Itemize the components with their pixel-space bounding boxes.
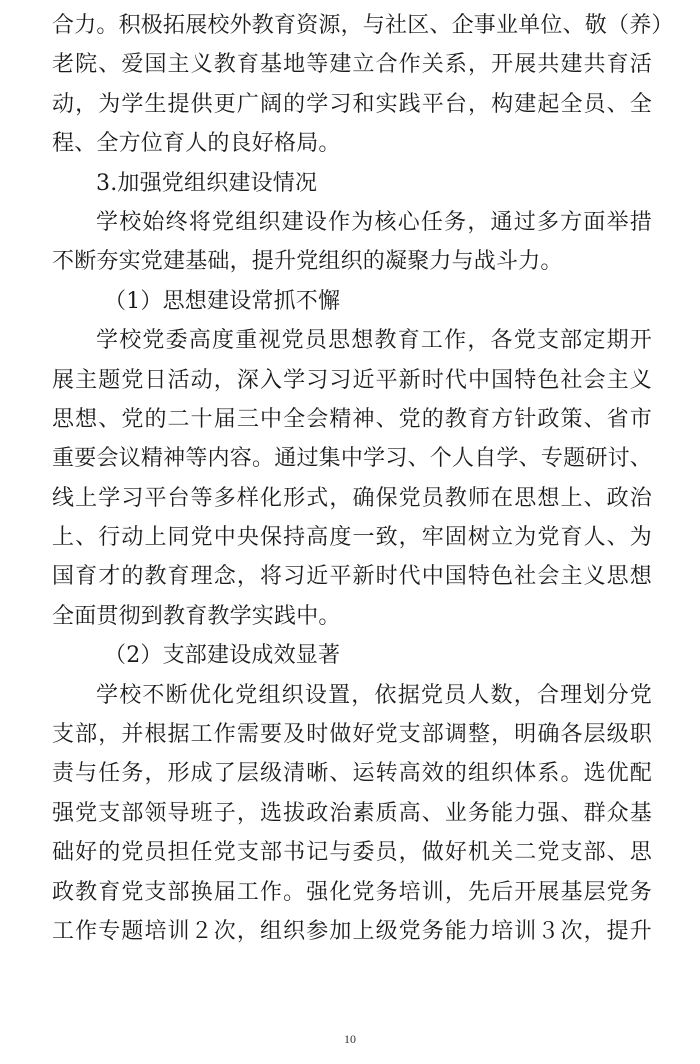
body-text-line: 学校党委高度重视党员思想教育工作，各党支部定期开 [96, 328, 652, 354]
document-page [52, 6, 674, 951]
body-text-line: 思想、党的二十届三中全会精神、党的教育方针政策、省市 [52, 406, 652, 432]
body-text-line: 重要会议精神等内容。通过集中学习、个人自学、专题研讨、 [52, 446, 652, 472]
section-heading: （2）支部建设成效显著 [104, 643, 341, 669]
body-text-line: 老院、爱国主义教育基地等建立合作关系，开展共建共育活 [52, 52, 652, 78]
body-text-line: 国育才的教育理念，将习近平新时代中国特色社会主义思想 [52, 564, 652, 590]
body-text-line: 合力。积极拓展校外教育资源，与社区、企事业单位、敬（养） [52, 13, 674, 38]
body-text-line: 支部，并根据工作需要及时做好党支部调整，明确各层级职 [52, 722, 652, 748]
body-text-line: 学校始终将党组织建设作为核心任务，通过多方面举措 [96, 209, 652, 235]
section-heading: （1）思想建设常抓不懈 [104, 288, 341, 314]
body-text-line: 全面贯彻到教育教学实践中。 [52, 603, 341, 629]
body-text-line: 程、全方位育人的良好格局。 [52, 131, 341, 157]
section-heading: 3.加强党组织建设情况 [96, 170, 318, 196]
body-text-line: 础好的党员担任党支部书记与委员，做好机关二党支部、思 [52, 840, 652, 866]
body-text-line: 不断夯实党建基础，提升党组织的凝聚力与战斗力。 [52, 249, 563, 275]
page-number: 10 [344, 1032, 356, 1046]
body-text-line: 线上学习平台等多样化形式，确保党员教师在思想上、政治 [52, 485, 652, 511]
body-text-line: 展主题党日活动，深入学习习近平新时代中国特色社会主义 [52, 367, 652, 393]
body-text-line: 上、行动上同党中央保持高度一致，牢固树立为党育人、为 [52, 525, 652, 551]
body-text-line: 动，为学生提供更广阔的学习和实践平台，构建起全员、全 [52, 91, 652, 117]
body-text-line: 工作专题培训２次，组织参加上级党务能力培训３次，提升 [52, 918, 652, 944]
body-text-line: 责与任务，形成了层级清晰、运转高效的组织体系。选优配 [52, 761, 652, 787]
body-text-line: 强党支部领导班子，选拔政治素质高、业务能力强、群众基 [52, 800, 652, 826]
body-text-line: 政教育党支部换届工作。强化党务培训，先后开展基层党务 [52, 879, 652, 905]
body-text-line: 学校不断优化党组织设置，依据党员人数，合理划分党 [96, 682, 652, 708]
